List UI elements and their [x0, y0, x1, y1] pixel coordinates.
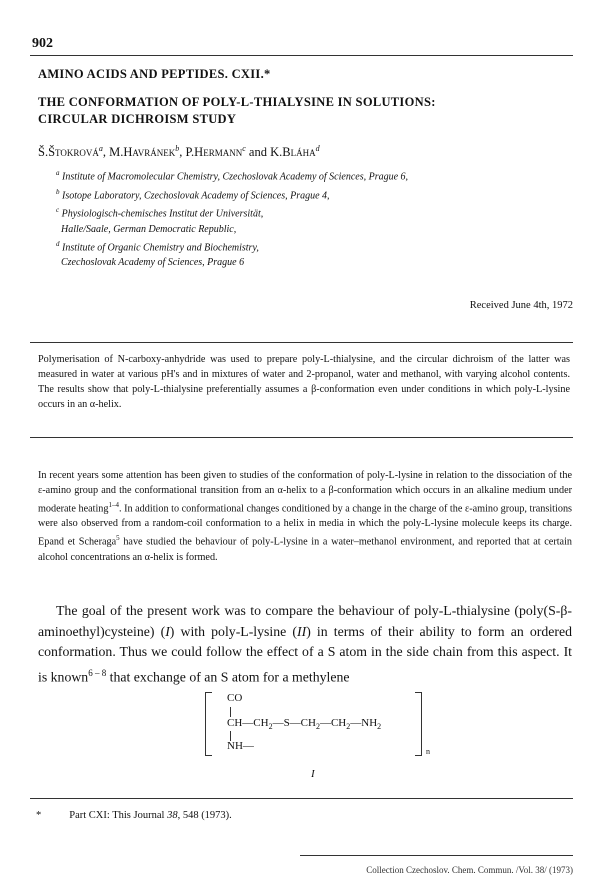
main-text: ) in terms of their ability to form an ordered conformation. Thus we could follow the effect of a S atom in the side chain from this aspect. It is known	[38, 623, 572, 685]
compound-ref: I	[165, 623, 170, 639]
author-affil-mark: b	[175, 144, 180, 153]
intro-text: . In addition to conformational changes conditioned by a change in the charge of the ε-amino group, transitions were also observed from a random-coil conformation to a helix in media in which the poly-L-lysine molecule keeps its charge. Epand et Scheraga	[38, 503, 572, 548]
reference-mark: 1–4	[108, 501, 119, 509]
affiliation-text: Czechoslovak Academy of Sciences, Prague 6	[61, 257, 245, 269]
footnote-text: , 548 (1973).	[177, 810, 232, 821]
main-text: ) with poly-L-lysine (	[169, 623, 297, 639]
abstract: Polymerisation of N-carboxy-anhydride was used to prepare poly-L-thialysine, and the circular dichroism of the latter was measured in water at various pH's and in mixtures of water and 2-propanol, water and methanol, with varying alcohol contents. The results show that poly-L-thialysine preferentially assumes a β-conformation even under conditions in which poly-L-lysine occurs in an α-helix.	[38, 354, 570, 410]
author: Š.Štokrová	[38, 145, 99, 160]
author-conjunction: and	[248, 145, 267, 160]
author: K.Bláha	[270, 145, 316, 160]
formula-subscript: 2	[346, 722, 351, 732]
main-text: that exchange of an S atom for a methylene	[106, 669, 350, 685]
header-rule	[30, 55, 573, 56]
author-affil-mark: c	[242, 144, 246, 153]
received-date: Received June 4th, 1972	[469, 300, 573, 311]
affiliation-text: Halle/Saale, German Democratic Republic,	[61, 223, 237, 235]
main-text: The goal of the present work was to compare the behaviour of poly-L-thialysine (poly(S-β-aminoethyl)cysteine) (	[38, 603, 572, 639]
formula-subscript: 2	[268, 722, 273, 732]
left-bracket	[205, 692, 212, 756]
compound-ref: II	[296, 623, 307, 639]
compound-label: I	[311, 768, 315, 780]
footer-rule	[300, 855, 573, 856]
affiliation-text: Physiologisch-chemisches Institut der Universität,	[61, 208, 264, 220]
article-title	[38, 94, 568, 128]
author-affil-mark: a	[98, 144, 103, 153]
page-number: 902	[32, 36, 53, 51]
intro-text: have studied the behaviour of poly-L-lysine in a water–methanol environment, and reported that at certain alcohol concentrations an α-helix is formed.	[38, 536, 572, 563]
reference-mark: 6 – 8	[88, 667, 107, 678]
title-line: CIRCULAR DICHROISM STUDY	[38, 112, 237, 126]
affiliation-line	[56, 255, 576, 270]
author-affil-mark: d	[315, 144, 320, 153]
formula-bond	[230, 707, 231, 717]
affiliation-line	[56, 166, 576, 185]
right-bracket	[415, 692, 422, 756]
journal-footer: Collection Czechoslov. Chem. Commun. /Vol. 38/ (1973)	[366, 865, 573, 875]
formula-subscript: 2	[315, 722, 320, 732]
affiliation-text: Institute of Organic Chemistry and Biochemistry,	[62, 242, 259, 254]
author: M.Havránek	[109, 145, 176, 160]
affiliation-text: Isotope Laboratory, Czechoslovak Academy of Sciences, Prague 4,	[62, 189, 330, 201]
affiliation-line	[56, 185, 576, 204]
footnote-marker: *	[36, 810, 42, 821]
formula-nh: NH—	[227, 740, 254, 752]
affiliation-mark: b	[56, 187, 60, 196]
affiliation-line	[56, 237, 576, 256]
affiliation-mark: c	[56, 206, 60, 215]
formula-subscript: 2	[377, 722, 382, 732]
affiliation-mark: d	[56, 239, 60, 248]
series-title: AMINO ACIDS AND PEPTIDES. CXII.*	[38, 67, 271, 81]
title-line: THE CONFORMATION OF POLY-L-THIALYSINE IN SOLUTIONS:	[38, 95, 436, 109]
formula-ch2: —CH	[319, 717, 347, 729]
abstract-bottom-rule	[30, 437, 573, 438]
footnote	[36, 810, 232, 821]
formula-nh2: —NH	[350, 717, 378, 729]
formula-ch: CH—CH	[227, 717, 269, 729]
formula-chain	[227, 717, 381, 731]
structural-formula	[200, 690, 440, 760]
author: P.Hermann	[185, 145, 243, 160]
formula-co: CO	[227, 692, 243, 704]
reference-mark: 5	[116, 534, 120, 543]
footnote-text: Part CXI: This Journal	[69, 810, 168, 821]
author-list: Š.Štokrová$^a$, M.Havránek$^b$, P.Hermann$^c$ and K.Bláha$^d$	[38, 144, 320, 160]
affiliation-mark: a	[56, 169, 60, 177]
footnote-rule	[30, 798, 573, 799]
affiliation-text: Institute of Macromolecular Chemistry, Czechoslovak Academy of Sciences, Prague 6,	[62, 171, 409, 183]
formula-n: n	[426, 747, 430, 756]
formula-s: —S—CH	[272, 717, 316, 729]
main-paragraph	[38, 601, 572, 688]
affiliations	[56, 166, 576, 271]
abstract-top-rule	[30, 342, 573, 343]
footnote-volume: 38	[167, 810, 178, 821]
intro-text: In recent years some attention has been given to studies of the conformation of poly-L-lysine in relation to the dissociation of the ε-amino group and the conformational transition from an α-helix to a β-conformation which occurs in an alkaline medium under moderate heating	[38, 470, 572, 515]
affiliation-line	[56, 222, 576, 237]
intro-paragraph	[38, 468, 572, 565]
affiliation-line	[56, 203, 576, 222]
